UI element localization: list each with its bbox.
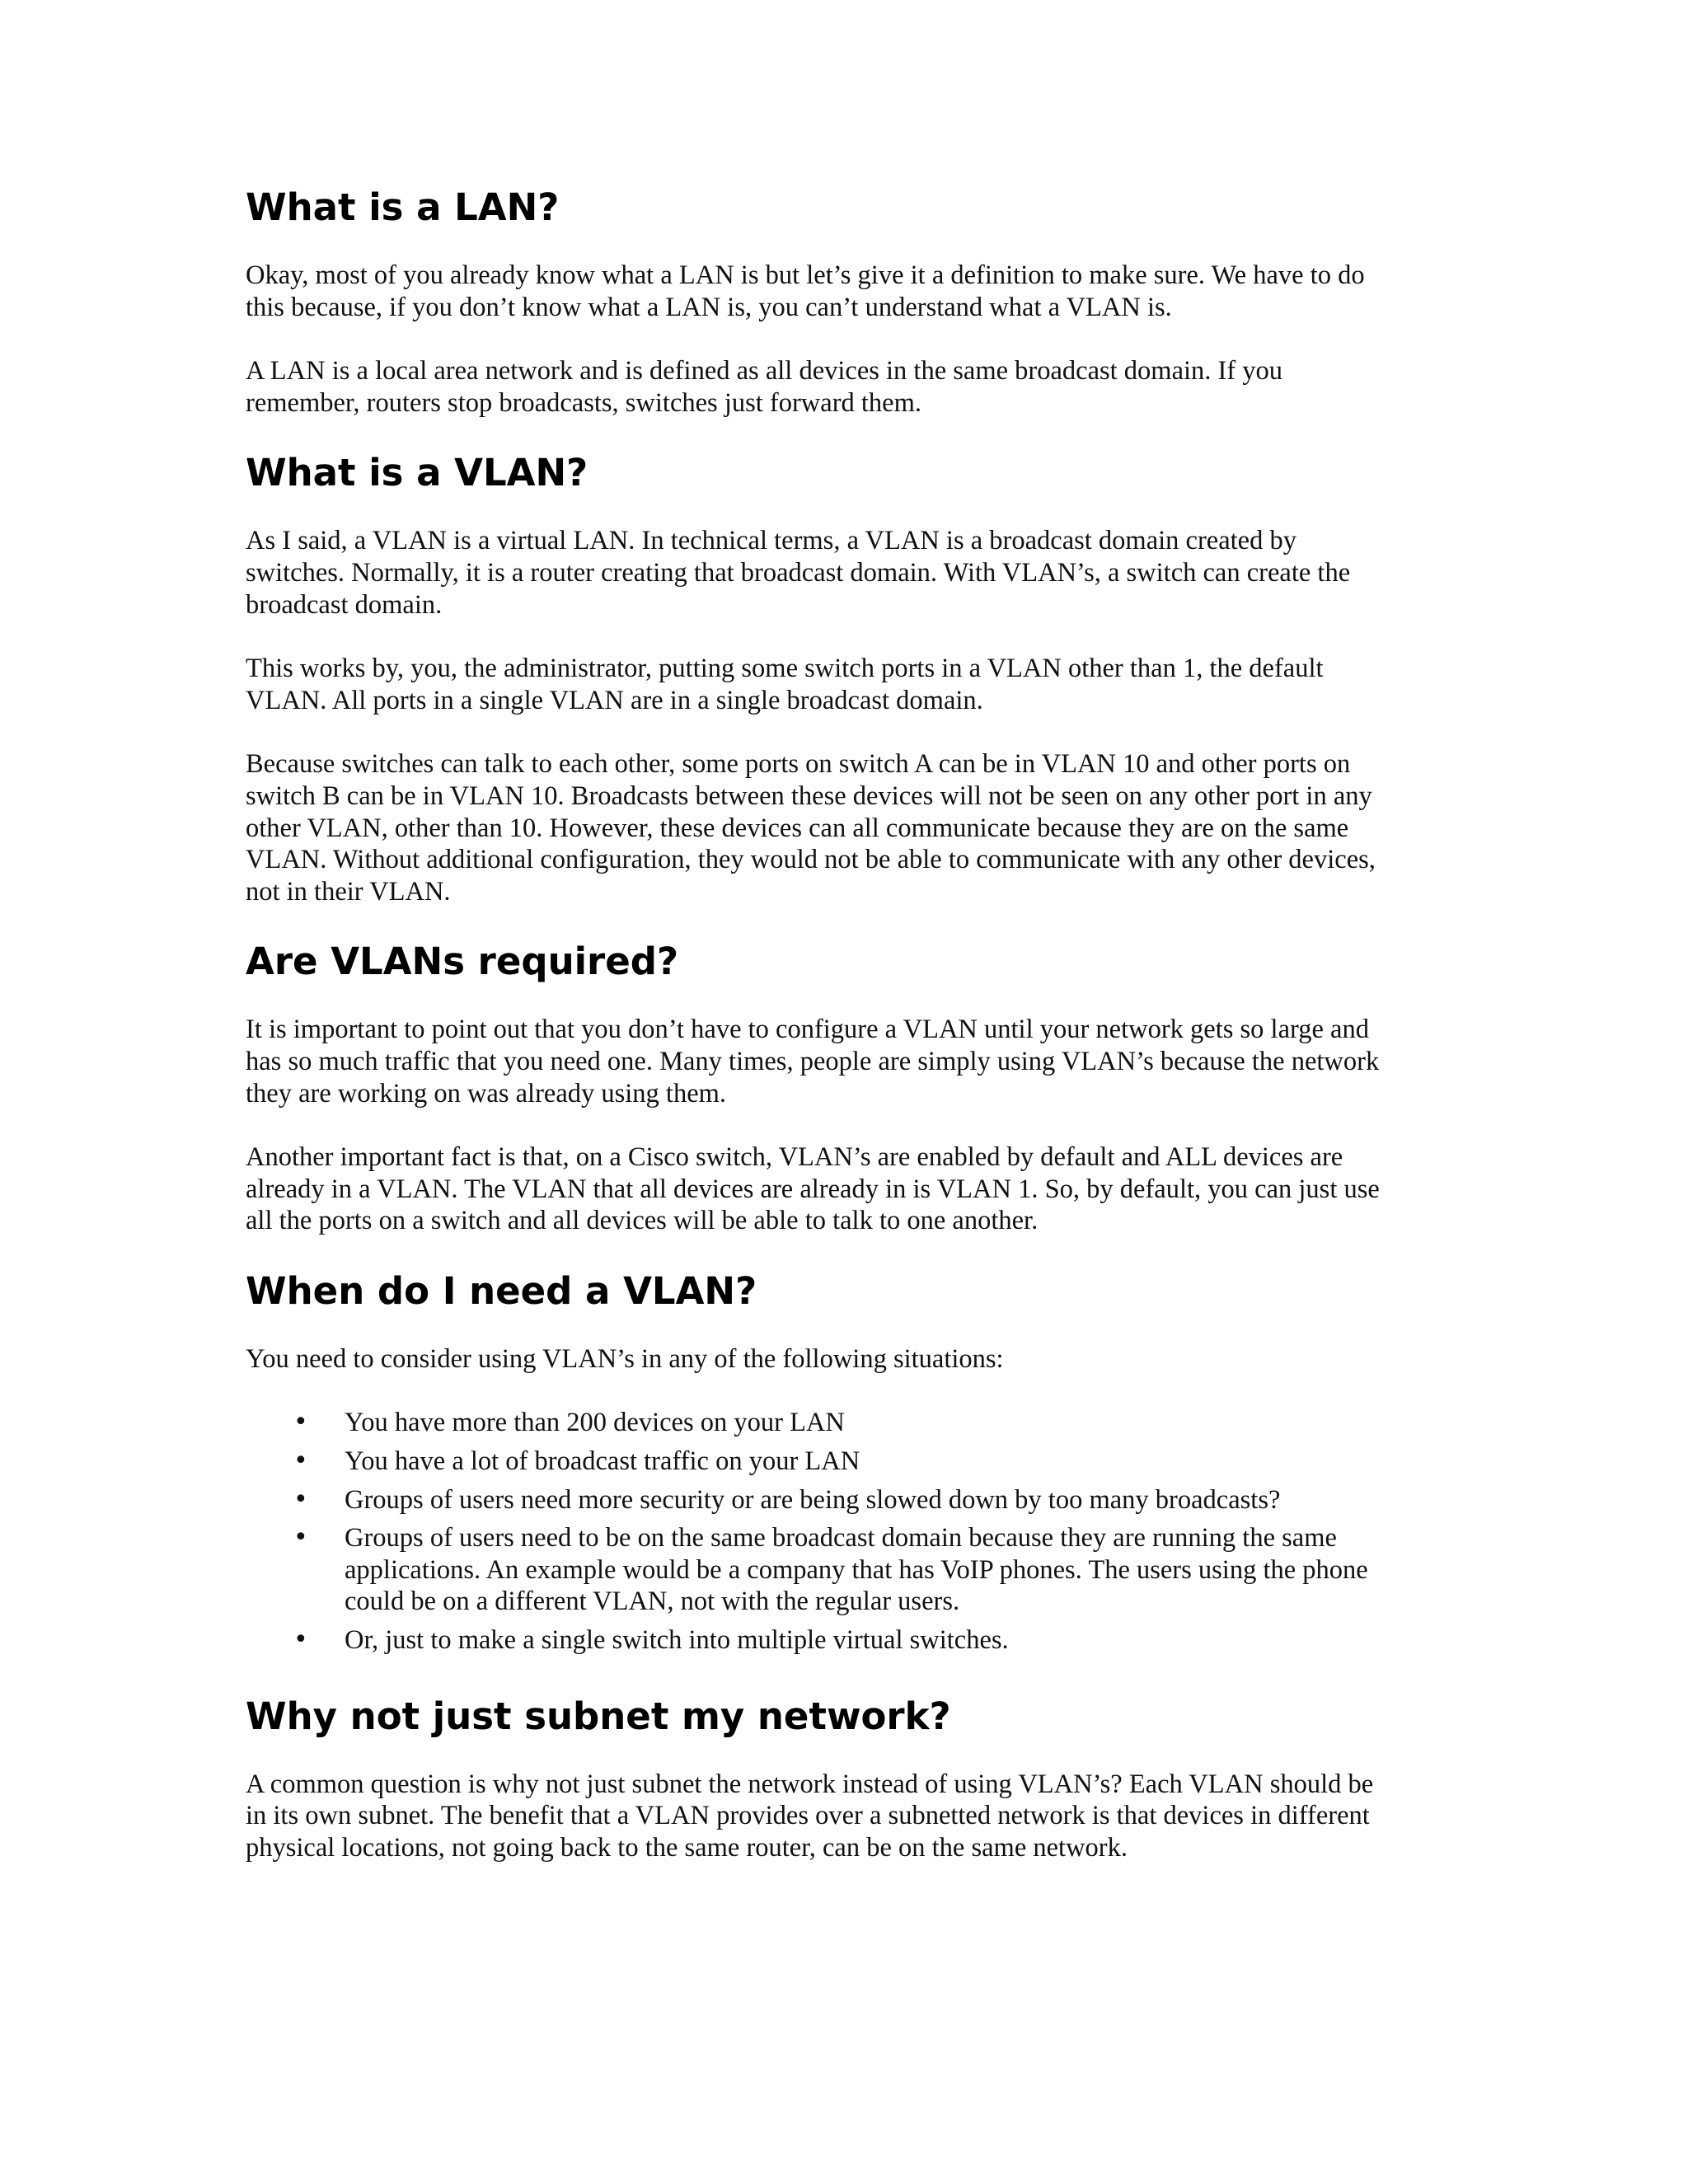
section-are-vlans-required: [246, 940, 1391, 1237]
paragraph: Okay, most of you already know what a LAN is but let’s give it a definition to make sure. We have to do this because, if you don’t know what a LAN is, you can’t understand what a VLAN is.: [246, 260, 1365, 322]
bullet-icon: •: [293, 1446, 308, 1476]
bullet-icon: •: [293, 1523, 308, 1553]
paragraph: You need to consider using VLAN’s in any of the following situations:: [246, 1343, 1004, 1374]
paragraph: This works by, you, the administrator, putting some switch ports in a VLAN other than 1, the default VLAN. All ports in a single VLAN are in a single broadcast domain.: [246, 654, 1324, 715]
list-item: [246, 1407, 1391, 1439]
list-item: [246, 1446, 1391, 1478]
paragraph: Another important fact is that, on a Cisco switch, VLAN’s are enabled by default and ALL devices are already in a VLAN. The VLAN that all devices are already in is VLAN 1. So, by default, you can just use all the ports on a switch and all devices will be able to talk to one another.: [246, 1142, 1380, 1236]
paragraph: A common question is why not just subnet the network instead of using VLAN’s? Each VLAN should be in its own subnet. The benefit that a VLAN provides over a subnetted network is that devices in different physical locations, not going back to the same router, can be on the same network.: [246, 1769, 1374, 1863]
section-what-is-vlan: [246, 451, 1391, 907]
situations-list: [246, 1407, 1391, 1656]
paragraph: It is important to point out that you don’t have to configure a VLAN until your network gets so large and has so much traffic that you need one. Many times, people are simply using VLAN’s because the network they are working on was already using them.: [246, 1015, 1380, 1108]
list-item-text: You have more than 200 devices on your LAN: [345, 1408, 845, 1438]
section-heading: Why not just subnet my network?: [246, 1694, 951, 1738]
section-heading: What is a LAN?: [246, 185, 560, 229]
paragraph: As I said, a VLAN is a virtual LAN. In technical terms, a VLAN is a broadcast domain created by switches. Normally, it is a router creating that broadcast domain. With VLAN’s, a switch can create the broadcast domain.: [246, 526, 1351, 620]
document-page: [246, 185, 1391, 1896]
paragraph: A LAN is a local area network and is defined as all devices in the same broadcast domain. If you remember, routers stop broadcasts, switches just forward them.: [246, 356, 1283, 418]
section-what-is-lan: [246, 185, 1391, 419]
list-item-text: Groups of users need more security or are being slowed down by too many broadcasts?: [345, 1484, 1281, 1515]
section-heading: What is a VLAN?: [246, 451, 588, 495]
bullet-icon: •: [293, 1484, 308, 1514]
section-when-need-vlan: [246, 1269, 1391, 1657]
section-heading: Are VLANs required?: [246, 940, 679, 984]
list-item-text: Or, just to make a single switch into multiple virtual switches.: [345, 1625, 1009, 1656]
list-item-text: Groups of users need to be on the same broadcast domain because they are running the same applications. An example would be a company that has VoIP phones. The users using the phone could be on a different VLAN, not with the regular users.: [345, 1523, 1368, 1617]
section-why-not-subnet: [246, 1694, 1391, 1864]
list-item-text: You have a lot of broadcast traffic on your LAN: [345, 1446, 860, 1477]
list-item: [246, 1624, 1391, 1657]
bullet-icon: •: [293, 1625, 308, 1655]
section-heading: When do I need a VLAN?: [246, 1268, 757, 1313]
list-item: [246, 1484, 1391, 1516]
bullet-icon: •: [293, 1408, 308, 1437]
paragraph: Because switches can talk to each other, some ports on switch A can be in VLAN 10 and other ports on switch B can be in VLAN 10. Broadcasts between these devices will not be seen on any other port in any other VLAN, other than 10. However, these devices can all communicate because they are on the same VLAN. Without additional configuration, they would not be able to communicate with any other devices, not in their VLAN.: [246, 749, 1376, 907]
list-item: [246, 1522, 1391, 1618]
